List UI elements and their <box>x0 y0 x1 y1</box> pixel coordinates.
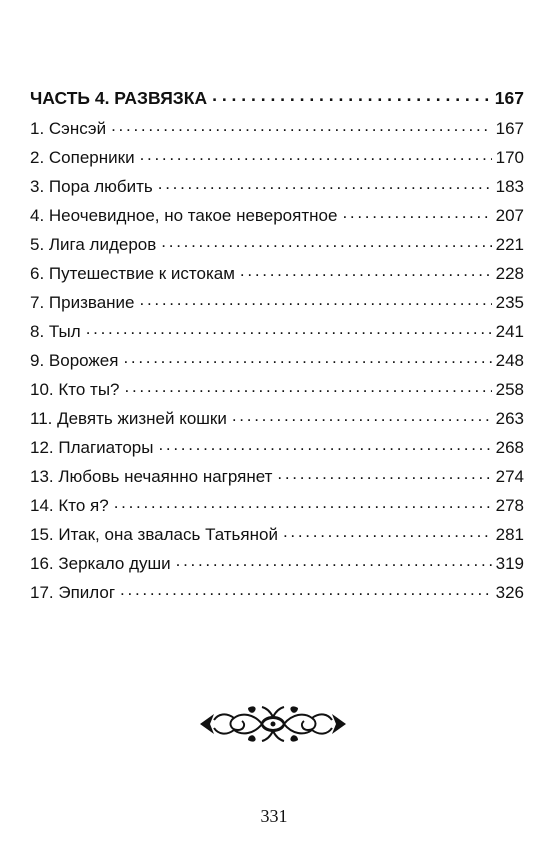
toc-entry <box>30 172 524 201</box>
toc-leader-dots <box>123 349 491 366</box>
toc-leader-dots <box>342 204 491 221</box>
toc-entry-page: 235 <box>495 293 524 312</box>
toc-entry <box>30 491 524 520</box>
toc-leader-dots <box>120 581 492 598</box>
table-of-contents <box>30 82 524 607</box>
toc-entry-page: 228 <box>495 264 524 283</box>
toc-entry <box>30 578 524 607</box>
toc-entry <box>30 143 524 172</box>
toc-part-page: 167 <box>494 88 524 108</box>
toc-entry-title: 13. Любовь нечаянно нагрянет <box>30 467 273 486</box>
toc-entry <box>30 520 524 549</box>
toc-entry <box>30 375 524 404</box>
toc-entry <box>30 259 524 288</box>
toc-entry-title: 11. Девять жизней кошки <box>30 409 227 428</box>
toc-leader-dots <box>125 378 492 395</box>
toc-leader-dots <box>212 87 491 105</box>
toc-entry <box>30 288 524 317</box>
toc-entry-page: 281 <box>495 525 524 544</box>
toc-leader-dots <box>158 175 492 192</box>
toc-entry-title: 15. Итак, она звалась Татьяной <box>30 525 278 544</box>
toc-entry <box>30 346 524 375</box>
toc-entry-page: 319 <box>495 554 524 573</box>
toc-entry-page: 263 <box>495 409 524 428</box>
page-number: 331 <box>260 806 288 826</box>
toc-leader-dots <box>86 320 492 337</box>
toc-entry-page: 221 <box>495 235 524 254</box>
toc-leader-dots <box>140 146 492 163</box>
toc-entry-title: 6. Путешествие к истокам <box>30 264 235 283</box>
toc-entry-title: 10. Кто ты? <box>30 380 120 399</box>
toc-entry-title: 12. Плагиаторы <box>30 438 154 457</box>
toc-entry <box>30 549 524 578</box>
toc-entry-page: 207 <box>495 206 524 225</box>
toc-entry-page: 274 <box>495 467 524 486</box>
toc-leader-dots <box>283 523 492 540</box>
toc-leader-dots <box>277 465 491 482</box>
toc-leader-dots <box>140 291 492 308</box>
toc-entry-page: 167 <box>495 119 524 138</box>
toc-leader-dots <box>161 233 491 250</box>
toc-entry <box>30 114 524 143</box>
toc-entry-page: 248 <box>495 351 524 370</box>
toc-entry-page: 278 <box>495 496 524 515</box>
toc-entry-page: 268 <box>495 438 524 457</box>
toc-entry-title: 4. Неочевидное, но такое невероятное <box>30 206 338 225</box>
toc-entry-page: 241 <box>495 322 524 341</box>
toc-entry-page: 170 <box>495 148 524 167</box>
toc-part-heading <box>30 82 524 114</box>
toc-leader-dots <box>232 407 492 424</box>
toc-leader-dots <box>158 436 491 453</box>
toc-entry <box>30 462 524 491</box>
toc-entry-page: 258 <box>495 380 524 399</box>
toc-entry <box>30 317 524 346</box>
toc-entry <box>30 230 524 259</box>
toc-entry-title: 5. Лига лидеров <box>30 235 157 254</box>
toc-entry-title: 14. Кто я? <box>30 496 109 515</box>
toc-part-title: ЧАСТЬ 4. РАЗВЯЗКА <box>30 88 208 108</box>
toc-entry-title: 16. Зеркало души <box>30 554 171 573</box>
toc-leader-dots <box>114 494 492 511</box>
toc-entry-page: 326 <box>495 583 524 602</box>
toc-leader-dots <box>176 552 492 569</box>
toc-entry-title: 8. Тыл <box>30 322 81 341</box>
toc-entry <box>30 404 524 433</box>
toc-entry-title: 9. Ворожея <box>30 351 119 370</box>
decorative-flourish-icon <box>198 702 348 746</box>
toc-entry-title: 3. Пора любить <box>30 177 153 196</box>
toc-leader-dots <box>111 117 492 134</box>
toc-entry-title: 2. Соперники <box>30 148 135 167</box>
toc-leader-dots <box>240 262 492 279</box>
toc-entry <box>30 201 524 230</box>
toc-entry-page: 183 <box>495 177 524 196</box>
toc-entry-title: 1. Сэнсэй <box>30 119 107 138</box>
toc-entry-title: 17. Эпилог <box>30 583 116 602</box>
toc-entry <box>30 433 524 462</box>
toc-entry-title: 7. Призвание <box>30 293 135 312</box>
